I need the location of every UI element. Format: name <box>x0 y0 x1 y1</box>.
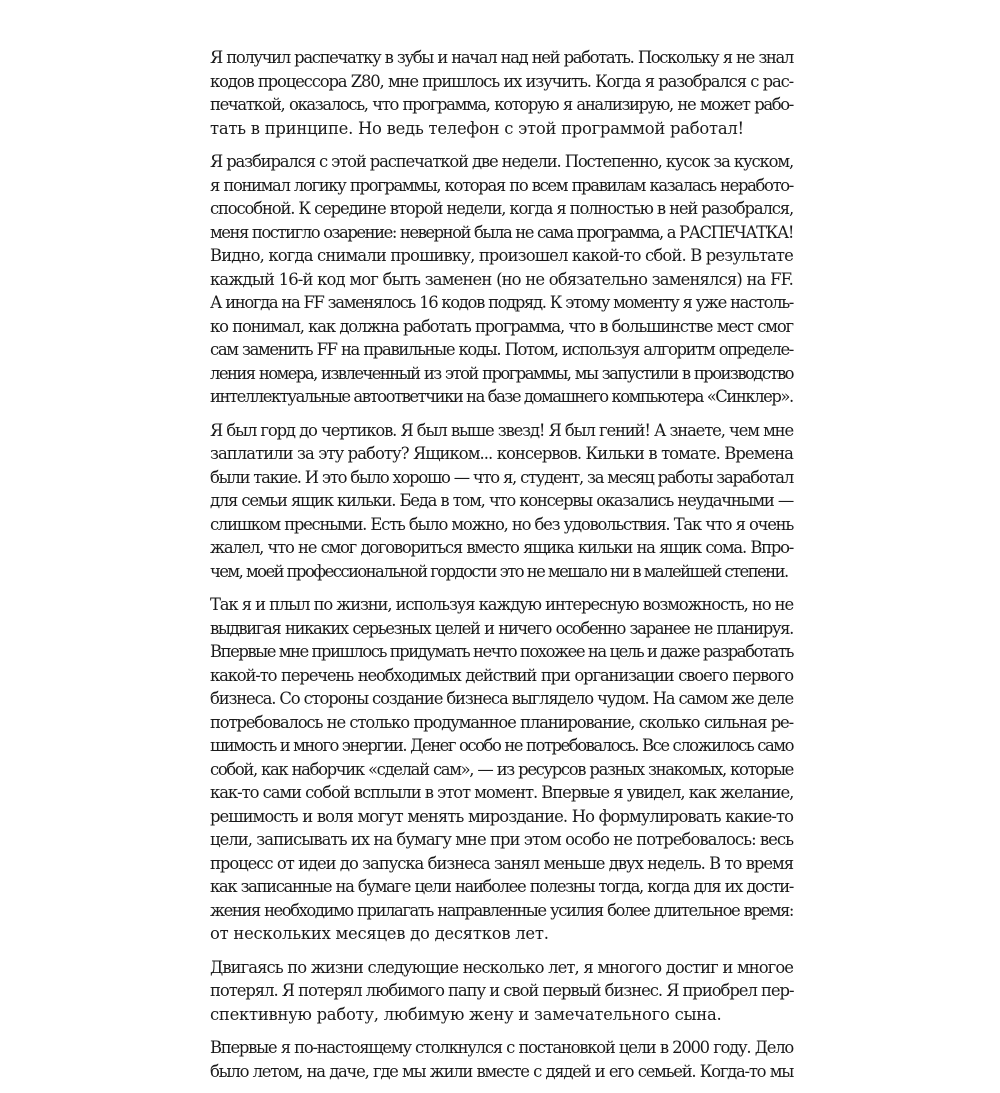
text-line: цели, записывать их на бумагу мне при этом особо не потребовалось: весь <box>210 830 794 849</box>
text-line: слишком пресными. Есть было можно, но без удовольствия. Так что я очень <box>210 514 793 534</box>
text-line: каждый 16-й код мог быть заменен (но не обязательно заменялся) на FF. <box>210 269 793 289</box>
text-line: меня постигло озарение: неверной была не сама программа, а РАСПЕЧАТКА! <box>210 222 793 242</box>
paragraph <box>210 46 793 140</box>
text-line: от нескольких месяцев до десятков лет. <box>210 924 549 943</box>
text-line: спективную работу, любимую жену и замечательного сына. <box>210 1004 722 1024</box>
text-line: как записанные на бумаге цели наиболее полезны тогда, когда для их дости- <box>210 877 793 896</box>
paragraph <box>210 956 793 1027</box>
text-line: какой-то перечень необходимых действий при организации своего первого <box>210 665 793 685</box>
paragraph <box>210 1036 793 1083</box>
text-line: чем, моей профессиональной гордости это не мешало ни в малейшей степени. <box>210 561 788 581</box>
text-line: я понимал логику программы, которая по всем правилам казалась неработо- <box>210 175 793 195</box>
paragraph <box>210 593 793 946</box>
text-line: Я был горд до чертиков. Я был выше звезд! Я был гений! А знаете, чем мне <box>210 420 793 440</box>
text-line: Впервые я по-настоящему столкнулся с постановкой цели в 2000 году. Дело <box>210 1038 793 1057</box>
text-line: А иногда на FF заменялось 16 кодов подряд. К этому моменту я уже настоль- <box>210 293 793 312</box>
text-line: выдвигая никаких серьезных целей и ничего особенно заранее не планируя. <box>210 618 793 638</box>
text-line: бизнеса. Со стороны создание бизнеса выглядело чудом. На самом же деле <box>210 689 793 708</box>
text-line: Я получил распечатку в зубы и начал над ней работать. Поскольку я не знал <box>210 48 793 67</box>
text-line: способной. К середине второй недели, когда я полностью в ней разобрался, <box>210 199 793 218</box>
text-line: интеллектуальные автоответчики на базе домашнего компьютера «Синклер». <box>210 387 793 406</box>
text-line: шимость и много энергии. Денег особо не потребовалось. Все сложилось само <box>210 736 793 755</box>
book-page <box>210 46 793 1093</box>
text-line: жалел, что не смог договориться вместо ящика кильки на ящик сома. Впро- <box>210 538 793 557</box>
text-line: были такие. И это было хорошо — что я, студент, за месяц работы заработал <box>210 467 793 487</box>
text-line: жения необходимо прилагать направленные усилия более длительное время: <box>210 900 793 920</box>
text-line: потерял. Я потерял любимого папу и свой первый бизнес. Я приобрел пер- <box>210 981 794 1000</box>
text-line: Впервые мне пришлось придумать нечто похожее на цель и даже разработать <box>210 642 793 661</box>
text-line: как-то сами собой всплыли в этот момент. Впервые я увидел, как желание, <box>210 783 794 802</box>
text-line: потребовалось не столько продуманное планирование, сколько сильная ре- <box>210 712 793 732</box>
text-line: процесс от идеи до запуска бизнеса занял меньше двух недель. В то время <box>210 853 793 873</box>
text-line: Так я и плыл по жизни, используя каждую интересную возможность, но не <box>210 595 793 614</box>
text-line: ления номера, извлеченный из этой программы, мы запустили в производство <box>210 363 793 383</box>
text-line: Двигаясь по жизни следующие несколько лет, я многого достиг и многое <box>210 957 793 977</box>
text-line: для семьи ящик кильки. Беда в том, что консервы оказались неудачными — <box>210 491 793 510</box>
text-line: Видно, когда снимали прошивку, произошел какой-то сбой. В результате <box>210 246 793 265</box>
text-line: печаткой, оказалось, что программа, которую я анализирую, не может рабо- <box>210 95 793 114</box>
text-line: было летом, на даче, где мы жили вместе с дядей и его семьей. Когда-то мы <box>210 1061 793 1081</box>
text-line: собой, как наборчик «сделай сам», — из ресурсов разных знакомых, которые <box>210 759 793 779</box>
text-line: Я разбирался с этой распечаткой две недели. Постепенно, кусок за куском, <box>210 152 793 171</box>
text-line: кодов процессора Z80, мне пришлось их изучить. Когда я разобрался с рас- <box>210 71 793 91</box>
paragraph <box>210 419 793 584</box>
paragraph <box>210 150 793 409</box>
text-line: ко понимал, как должна работать программа, что в большинстве мест смог <box>210 316 793 336</box>
text-line: решимость и воля могут менять мироздание. Но формулировать какие-то <box>210 806 793 826</box>
text-line: заплатили за эту работу? Ящиком... консервов. Кильки в томате. Времена <box>210 444 793 463</box>
text-line: тать в принципе. Но ведь телефон с этой программой работал! <box>210 118 744 138</box>
text-line: сам заменить FF на правильные коды. Потом, используя алгоритм определе- <box>210 340 793 359</box>
